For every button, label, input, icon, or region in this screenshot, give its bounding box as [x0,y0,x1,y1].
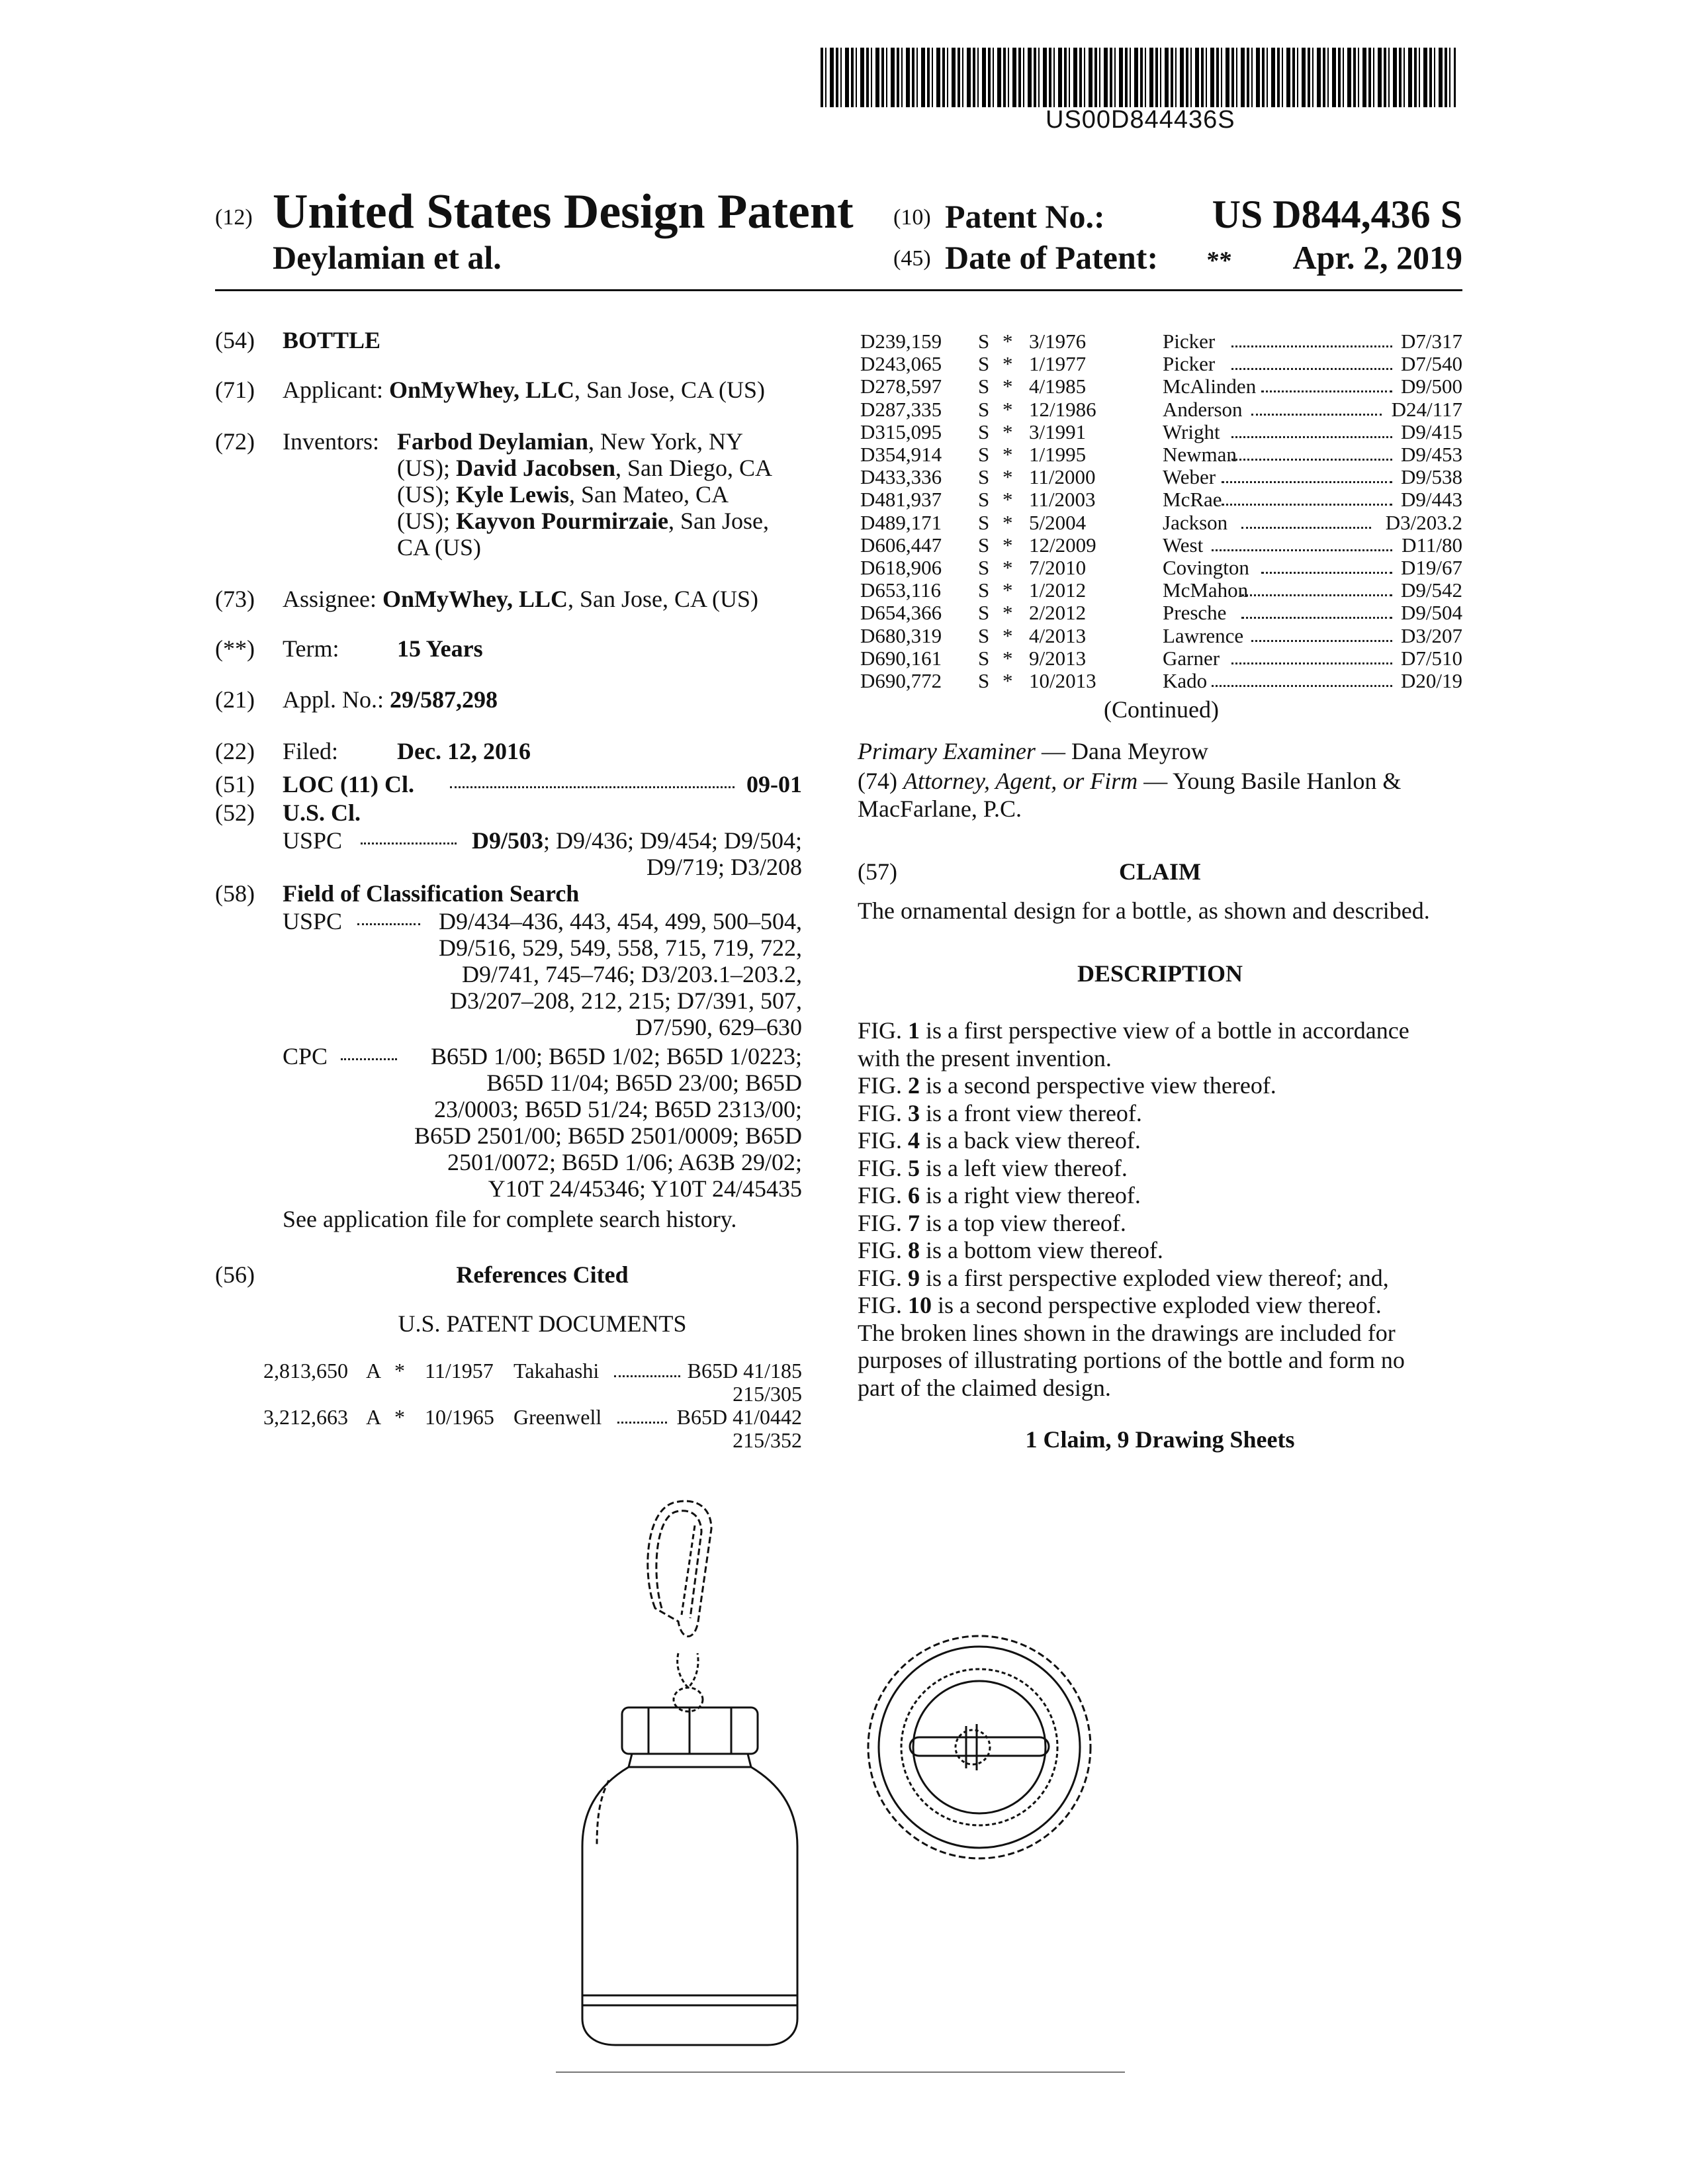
field-uspc-lines: D9/434–436, 443, 454, 499, 500–504, D9/516, 529, 549, 558, 715, 719, 722, D9/741, 745–746; D3/203.1–203.2, D3/207–208, 212, 215; D7/391, 507, D7/590, 629–630 [439,908,802,1040]
description-line: part of the claimed design. [858,1374,1111,1401]
code-45: (45) [893,246,931,271]
description-line: purposes of illustrating portions of the bottle and form no [858,1347,1405,1373]
description-line: FIG. 4 is a back view thereof. [858,1127,1141,1154]
uspc-line-2: D9/719; D3/208 [646,854,802,880]
term-code: (**) [215,635,255,662]
claims-count: 1 Claim, 9 Drawing Sheets [1025,1426,1295,1453]
inventors-list: Farbod Deylamian, New York, NY (US); David Jacobsen, San Diego, CA (US); Kyle Lewis, San Mateo, CA (US); Kayvon Pourmirzaie, San Jose, CA (US) [397,428,773,561]
bottom-rule [556,2071,1125,2073]
term-value: 15 Years [397,635,483,662]
reference-row: D680,319 S * 4/2013 Lawrence D3/207 [860,623,1462,647]
description-line: The broken lines shown in the drawings are included for [858,1319,1396,1346]
inventor-short: Deylamian et al. [273,239,502,276]
assignee-code: (73) [215,586,255,612]
reference-row: D618,906 S * 7/2010 Covington D19/67 [860,556,1462,579]
patent-number: US D844,436 S [1212,193,1462,236]
document-type: United States Design Patent [273,185,854,239]
us-ref-row: 2,813,650 A * 11/1957 Takahashi B65D 41/185 215/305 [263,1359,802,1406]
description-line: FIG. 5 is a left view thereof. [858,1154,1128,1181]
field-cpc-lines: B65D 1/00; B65D 1/02; B65D 1/0223; B65D 11/04; B65D 23/00; B65D 23/0003; B65D 51/24; B65D 2313/00; B65D 2501/00; B65D 2501/0009; B65D 2501/0072; B65D 1/06; A63B 29/02; Y10T 24/45346; Y10T 24/45435 [414,1043,802,1202]
barcode [821,48,1456,107]
patent-no-label: Patent No.: [945,198,1105,235]
description-line: FIG. 2 is a second perspective view thereof. [858,1072,1276,1099]
reference-row: D690,772 S * 10/2013 Kado D20/19 [860,669,1462,692]
us-ref-row: 3,212,663 A * 10/1965 Greenwell B65D 41/0442 215/352 [263,1405,802,1452]
field-note: See application file for complete search history. [283,1206,737,1232]
uscl-code: (52) [215,799,255,826]
description-heading: DESCRIPTION [1077,960,1243,987]
reference-row: D315,095 S * 3/1991 Wright D9/415 [860,420,1462,443]
uscl-label: U.S. Cl. [283,799,361,826]
reference-row: D433,336 S * 11/2000 Weber D9/538 [860,465,1462,489]
refs-code: (56) [215,1261,255,1288]
code-10: (10) [893,205,931,230]
uspc-label: USPC [283,827,343,854]
patent-date: Apr. 2, 2019 [1292,239,1462,276]
attorney-line-1: (74) Attorney, Agent, or Firm — Young Basile Hanlon & [858,768,1402,794]
assignee: Assignee: OnMyWhey, LLC, San Jose, CA (US) [283,586,759,612]
inventors-label: Inventors: [283,428,379,455]
applicant-code: (71) [215,377,255,403]
description-line: FIG. 1 is a first perspective view of a bottle in accordance [858,1017,1409,1044]
title-code: (54) [215,327,255,353]
loc-code: (51) [215,771,255,797]
reference-row: D654,366 S * 2/2012 Presche D9/504 [860,601,1462,625]
reference-row: D354,914 S * 1/1995 Newman D9/453 [860,443,1462,466]
continued: (Continued) [1104,696,1219,723]
description-line: FIG. 3 is a front view thereof. [858,1099,1142,1126]
reference-row: D690,161 S * 9/2013 Garner D7/510 [860,646,1462,670]
filed-code: (22) [215,738,255,764]
inventors-code: (72) [215,428,255,455]
appl: Appl. No.: 29/587,298 [283,686,498,713]
description-line: FIG. 9 is a first perspective exploded view thereof; and, [858,1264,1389,1291]
uspc-line-1: D9/503; D9/436; D9/454; D9/504; [471,827,802,854]
field-uspc-label: USPC [283,908,343,934]
description-line: FIG. 8 is a bottom view thereof. [858,1237,1163,1263]
title: BOTTLE [283,327,381,353]
reference-row: D243,065 S * 1/1977 Picker D7/540 [860,352,1462,376]
field-code: (58) [215,880,255,907]
filed-label: Filed: [283,738,339,764]
loc-label: LOC (11) Cl. [283,771,415,797]
code-12: (12) [215,205,253,230]
appl-code: (21) [215,686,255,713]
bottle-top-drawing [847,1615,1112,1880]
claim-heading: CLAIM [1119,858,1201,885]
reference-row: D278,597 S * 4/1985 McAlinden D9/500 [860,375,1462,398]
reference-row: D239,159 S * 3/1976 Picker D7/317 [860,330,1462,353]
reference-row: D481,937 S * 11/2003 McRae D9/443 [860,488,1462,512]
loc-leader [450,786,735,788]
loc-value: 09-01 [746,771,802,797]
applicant: Applicant: OnMyWhey, LLC, San Jose, CA (US) [283,377,766,403]
document-id: US00D844436S [1046,106,1235,134]
term-label: Term: [283,635,339,662]
header-rule [215,289,1462,291]
description-line: with the present invention. [858,1044,1112,1071]
date-label: Date of Patent: [945,239,1159,276]
field-cpc-label: CPC [283,1043,328,1069]
date-mark: ** [1206,247,1231,275]
examiner: Primary Examiner — Dana Meyrow [858,738,1208,764]
claim-code: (57) [858,858,897,885]
reference-row: D606,447 S * 12/2009 West D11/80 [860,533,1462,557]
refs-label: References Cited [456,1261,629,1288]
reference-row: D653,116 S * 1/2012 McMahon D9/542 [860,578,1462,602]
description-line: FIG. 6 is a right view thereof. [858,1182,1141,1208]
reference-row: D489,171 S * 5/2004 Jackson D3/203.2 [860,510,1462,534]
filed-value: Dec. 12, 2016 [397,738,531,764]
bottle-front-drawing [569,1489,860,2065]
us-docs-label: U.S. PATENT DOCUMENTS [398,1310,687,1337]
reference-row: D287,335 S * 12/1986 Anderson D24/117 [860,397,1462,421]
description-line: FIG. 7 is a top view thereof. [858,1209,1126,1236]
claim-text: The ornamental design for a bottle, as shown and described. [858,897,1430,924]
field-label: Field of Classification Search [283,880,580,907]
description-line: FIG. 10 is a second perspective exploded view thereof. [858,1292,1382,1318]
attorney-line-2: MacFarlane, P.C. [858,796,1022,822]
